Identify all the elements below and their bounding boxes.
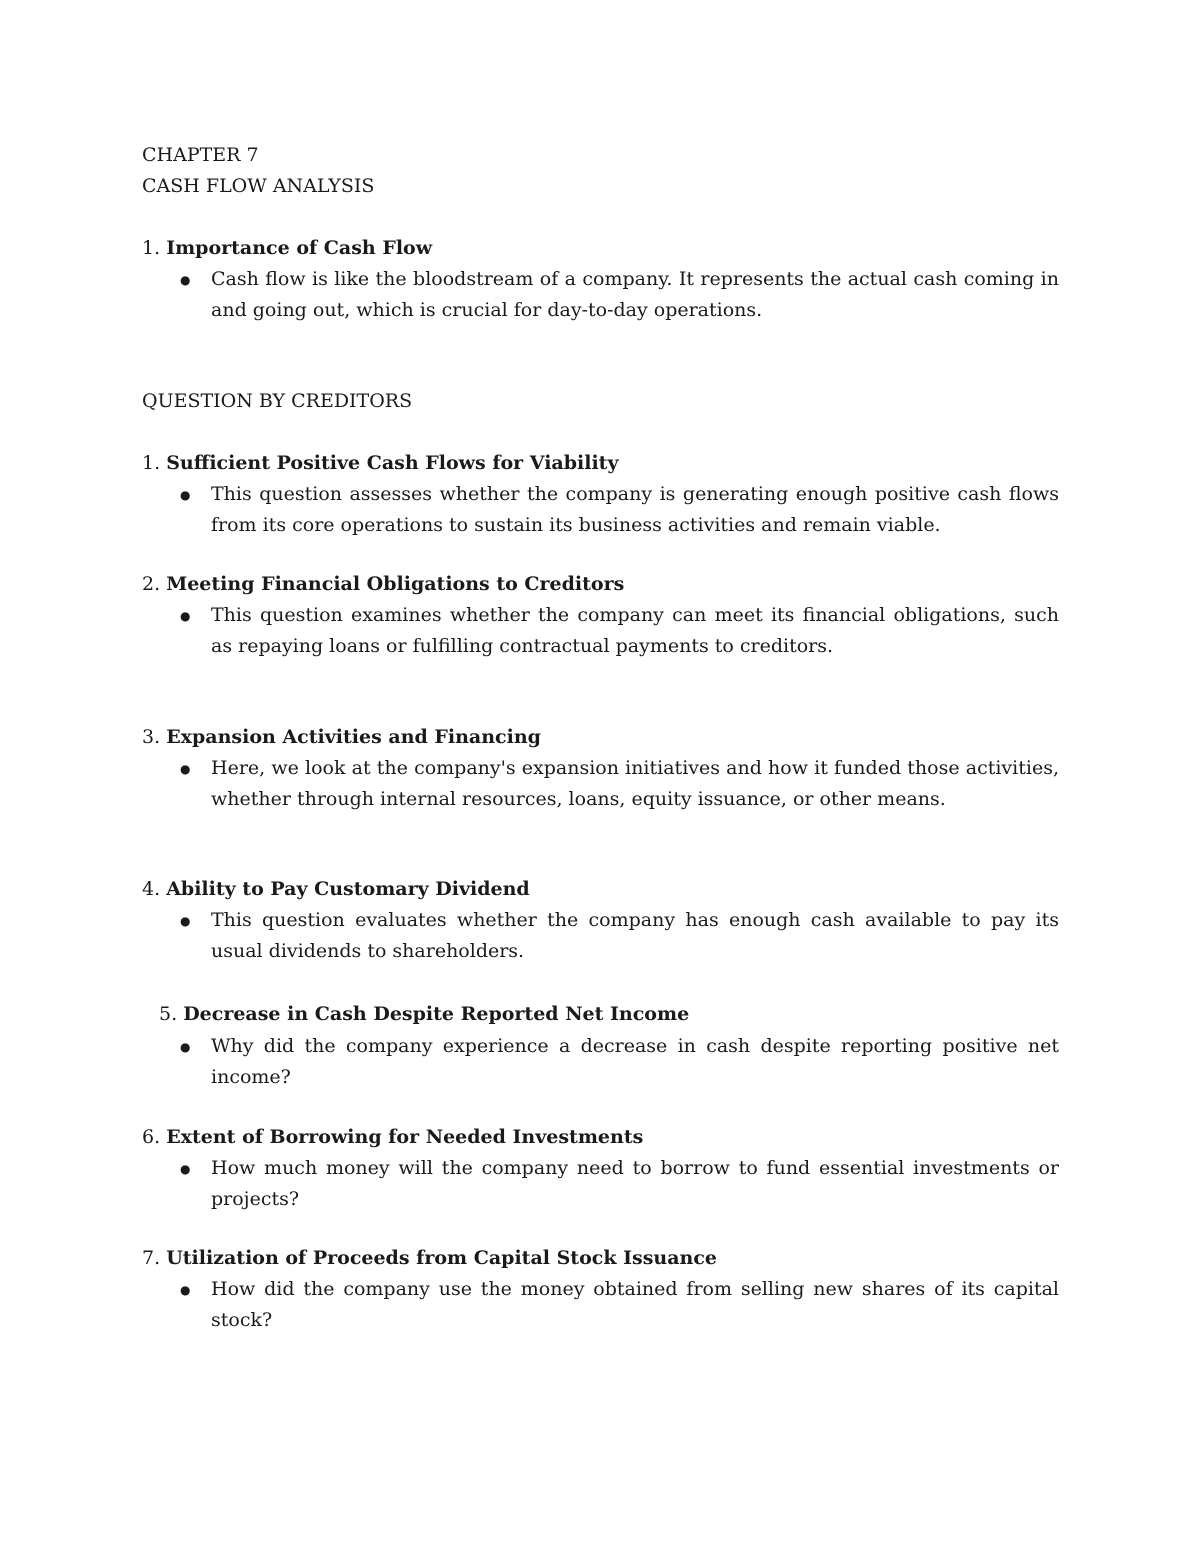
question-bullet-text: Here, we look at the company's expansion initiatives and how it funded those activities, whether through internal resources, loans, equity issuance, or other means. xyxy=(211,757,1059,810)
question-heading-text: Sufficient Positive Cash Flows for Viability xyxy=(166,452,619,474)
bullet-icon: ● xyxy=(180,762,191,776)
question-heading xyxy=(142,1243,717,1274)
question-heading-text: Meeting Financial Obligations to Creditors xyxy=(166,573,625,595)
bullet-icon: ● xyxy=(180,914,191,928)
section-title: QUESTION BY CREDITORS xyxy=(142,390,413,412)
question-heading-text: Decrease in Cash Despite Reported Net Income xyxy=(183,1003,690,1025)
question-number: 7. xyxy=(142,1247,161,1269)
question-heading xyxy=(159,999,689,1030)
question-bullet-text: This question examines whether the company can meet its financial obligations, such as repaying loans or fulfilling contractual payments to creditors. xyxy=(211,604,1059,657)
intro-heading-text: Importance of Cash Flow xyxy=(166,237,433,259)
chapter-label: CHAPTER 7 xyxy=(142,144,259,166)
bullet-icon: ● xyxy=(180,488,191,502)
question-bullet-text: This question assesses whether the company is generating enough positive cash flows from its core operations to sustain its business activities and remain viable. xyxy=(211,483,1059,536)
bullet-icon: ● xyxy=(180,1162,191,1176)
bullet-icon: ● xyxy=(180,609,191,623)
question-bullet-text: This question evaluates whether the company has enough cash available to pay its usual dividends to shareholders. xyxy=(211,909,1059,962)
question-heading xyxy=(142,722,541,753)
question-number: 6. xyxy=(142,1126,161,1148)
question-bullet-text: How did the company use the money obtained from selling new shares of its capital stock? xyxy=(211,1278,1059,1331)
intro-number: 1. xyxy=(142,237,161,259)
question-number: 5. xyxy=(159,1003,178,1025)
question-number: 4. xyxy=(142,878,161,900)
question-bullet-text: Why did the company experience a decrease in cash despite reporting positive net income? xyxy=(211,1035,1059,1088)
question-number: 2. xyxy=(142,573,161,595)
question-heading-text: Extent of Borrowing for Needed Investments xyxy=(166,1126,644,1148)
question-number: 3. xyxy=(142,726,161,748)
question-heading-text: Ability to Pay Customary Dividend xyxy=(166,878,530,900)
question-heading-text: Expansion Activities and Financing xyxy=(166,726,541,748)
document-title: CASH FLOW ANALYSIS xyxy=(142,175,375,197)
question-heading xyxy=(142,448,619,479)
bullet-icon: ● xyxy=(180,1283,191,1297)
intro-heading xyxy=(142,233,432,264)
bullet-icon: ● xyxy=(180,1040,191,1054)
question-heading xyxy=(142,874,530,905)
bullet-icon: ● xyxy=(180,273,191,287)
question-heading-text: Utilization of Proceeds from Capital Stock Issuance xyxy=(166,1247,717,1269)
question-bullet-text: How much money will the company need to borrow to fund essential investments or projects? xyxy=(211,1157,1059,1210)
question-heading xyxy=(142,1122,643,1153)
question-number: 1. xyxy=(142,452,161,474)
intro-bullet-text: Cash flow is like the bloodstream of a company. It represents the actual cash coming in and going out, which is crucial for day-to-day operations. xyxy=(211,268,1059,321)
question-heading xyxy=(142,569,624,600)
